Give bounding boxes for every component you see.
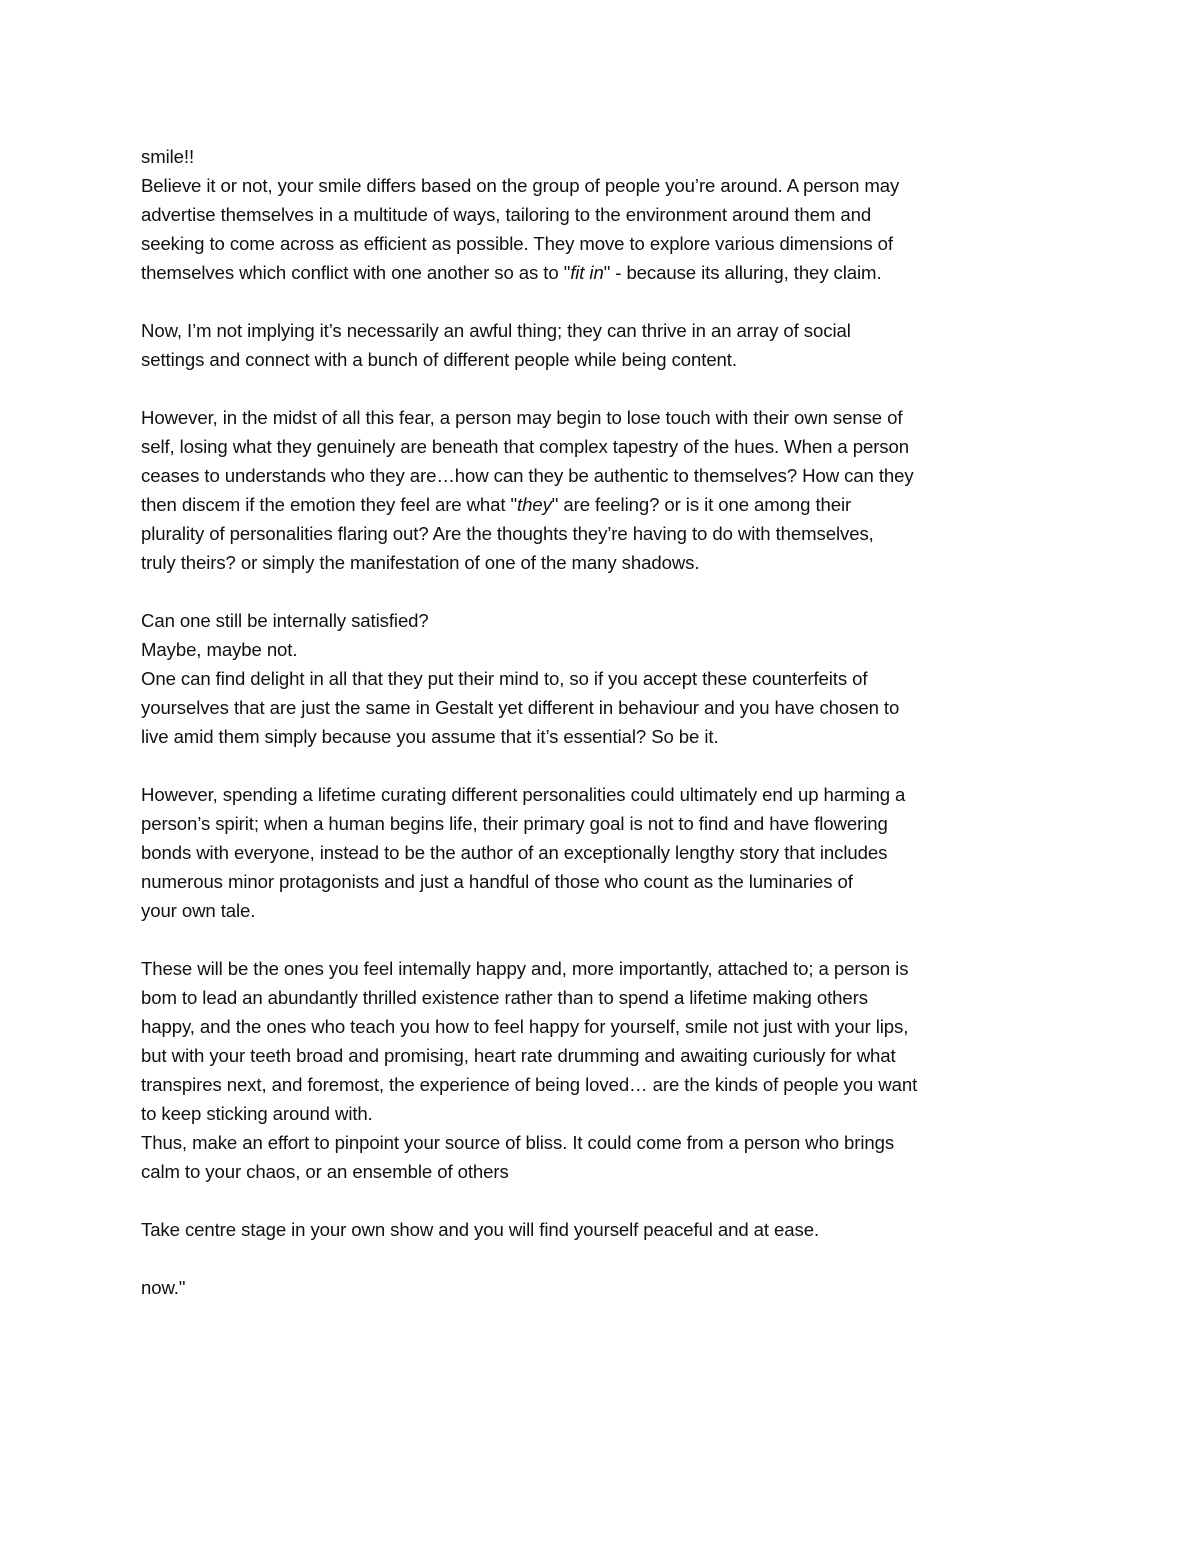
text-line: However, spending a lifetime curating different personalities could ultimately end up harming a [141, 784, 906, 805]
text-run: " [563, 262, 571, 283]
text-line: These will be the ones you feel intemally happy and, more importantly, attached to; a person is [141, 958, 909, 979]
text-run: " are feeling? or is it one among their [551, 494, 852, 515]
text-run: then discem if the emotion they feel are what " [141, 494, 518, 515]
text-line: yourselves that are just the same in Gestalt yet different in behaviour and you have chosen to [141, 697, 900, 718]
paragraph-gap [141, 577, 1081, 606]
text-line [141, 258, 1081, 287]
paragraph-gap [141, 374, 1081, 403]
text-line: Maybe, maybe not. [141, 639, 298, 660]
text-line: to keep sticking around with. [141, 1103, 373, 1124]
text-line: calm to your chaos, or an ensemble of others [141, 1161, 509, 1182]
text-line [141, 490, 1081, 519]
paragraph-gap [141, 287, 1081, 316]
text-line: However, in the midst of all this fear, a person may begin to lose touch with their own sense of [141, 407, 903, 428]
paragraph-gap [141, 751, 1081, 780]
text-line: settings and connect with a bunch of different people while being content. [141, 349, 737, 370]
text-run: themselves which conflict with one another so as to [141, 262, 564, 283]
text-line: truly theirs? or simply the manifestation of one of the many shadows. [141, 552, 700, 573]
text-line: but with your teeth broad and promising, heart rate drumming and awaiting curiously for what [141, 1045, 896, 1066]
text-line: bonds with everyone, instead to be the author of an exceptionally lengthy story that includes [141, 842, 888, 863]
text-line: Now, I’m not implying it’s necessarily an awful thing; they can thrive in an array of social [141, 320, 851, 341]
text-line: numerous minor protagonists and just a handful of those who count as the luminaries of [141, 871, 853, 892]
text-line: smile!! [141, 146, 195, 167]
paragraph-gap [141, 1244, 1081, 1273]
text-run: " - because its alluring, they claim. [603, 262, 882, 283]
text-line: your own tale. [141, 900, 256, 921]
document-body [141, 142, 1081, 1302]
paragraph-gap [141, 1186, 1081, 1215]
text-line: Take centre stage in your own show and you will find yourself peaceful and at ease. [141, 1219, 820, 1240]
text-line: Thus, make an effort to pinpoint your source of bliss. It could come from a person who brings [141, 1132, 895, 1153]
text-line: bom to lead an abundantly thrilled existence rather than to spend a lifetime making others [141, 987, 868, 1008]
text-line: self, losing what they genuinely are beneath that complex tapestry of the hues. When a person [141, 436, 909, 457]
italic-phrase: they [517, 494, 552, 515]
text-line: One can find delight in all that they put their mind to, so if you accept these counterfeits of [141, 668, 868, 689]
text-line: advertise themselves in a multitude of ways, tailoring to the environment around them and [141, 204, 872, 225]
text-line: person’s spirit; when a human begins life, their primary goal is not to find and have flowering [141, 813, 888, 834]
text-line: ceases to understands who they are…how can they be authentic to themselves? How can they [141, 465, 914, 486]
text-line: happy, and the ones who teach you how to feel happy for yourself, smile not just with your lips, [141, 1016, 909, 1037]
text-line: seeking to come across as efficient as possible. They move to explore various dimensions of [141, 233, 893, 254]
text-line: transpires next, and foremost, the experience of being loved… are the kinds of people you want [141, 1074, 918, 1095]
text-line: live amid them simply because you assume that it’s essential? So be it. [141, 726, 719, 747]
text-line: plurality of personalities flaring out? Are the thoughts they’re having to do with themselves, [141, 523, 874, 544]
text-line: now." [141, 1277, 186, 1298]
italic-phrase: fit in [570, 262, 604, 283]
paragraph-gap [141, 925, 1081, 954]
text-line: Can one still be internally satisfied? [141, 610, 429, 631]
text-line: Believe it or not, your smile differs based on the group of people you’re around. A person may [141, 175, 900, 196]
